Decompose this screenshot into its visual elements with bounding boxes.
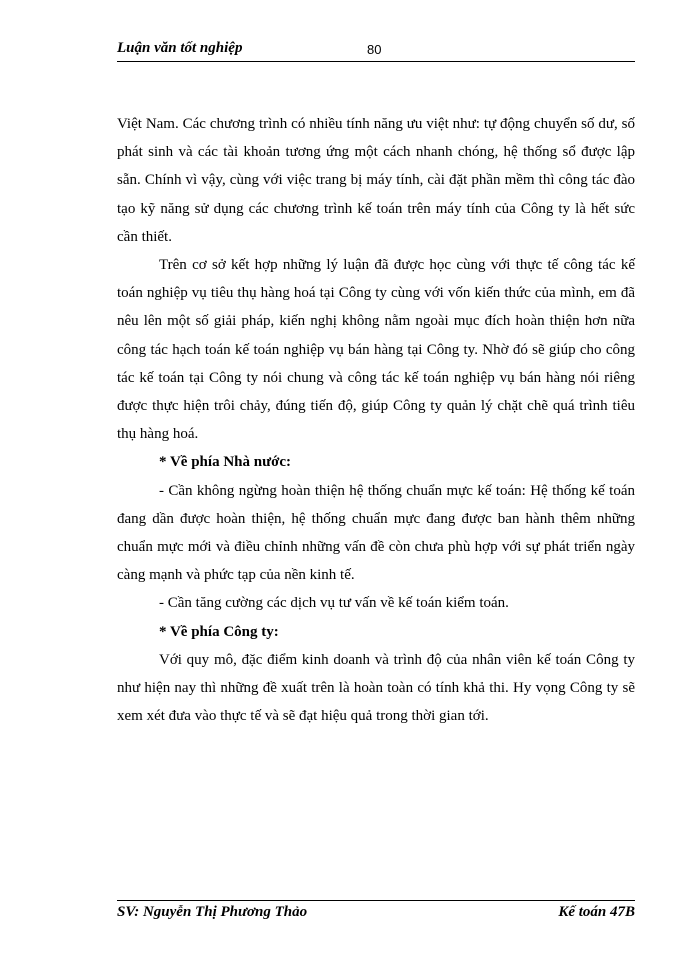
document-title: Luận văn tốt nghiệp bbox=[117, 40, 243, 56]
page-number: 80 bbox=[367, 42, 382, 57]
heading-state-side: * Về phía Nhà nước: bbox=[159, 454, 292, 471]
page-header bbox=[117, 38, 635, 62]
footer-class: Kế toán 47B bbox=[558, 904, 635, 920]
paragraph-state-standards: - Cần không ngừng hoàn thiện hệ thống chuẩn mực kế toán: Hệ thống kế toán đang dần được hoàn thiện, hệ thống chuẩn mực đang được ban hành thêm những chuẩn mực mới và điều chỉnh những vấn đề còn chưa phù hợp với sự phát triển ngày càng mạnh và phức tạp của nền kinh tế. bbox=[117, 482, 635, 584]
page-footer bbox=[117, 904, 635, 926]
paragraph-continuation: Việt Nam. Các chương trình có nhiều tính năng ưu việt như: tự động chuyển số dư, số phát sinh và các tài khoản tương ứng một cách nhanh chóng, hệ thống sổ được lập sẵn. Chính vì vậy, cùng với việc trang bị máy tính, cài đặt phần mềm thì công tác đào tạo kỹ năng sử dụng các chương trình kế toán trên máy tính của Công ty là hết sức cần thiết. bbox=[117, 116, 635, 245]
page-body bbox=[117, 110, 635, 730]
paragraph-company: Với quy mô, đặc điểm kinh doanh và trình độ của nhân viên kế toán Công ty như hiện nay thì những đề xuất trên là hoàn toàn có tính khả thi. Hy vọng Công ty sẽ xem xét đưa vào thực tế và sẽ đạt hiệu quả trong thời gian tới. bbox=[117, 651, 635, 725]
paragraph-summary: Trên cơ sở kết hợp những lý luận đã được học cùng với thực tế công tác kế toán nghiệp vụ tiêu thụ hàng hoá tại Công ty cùng với vốn kiến thức của mình, em đã nêu lên một số giải pháp, kiến nghị không nằm ngoài mục đích hoàn thiện hơn nữa công tác hạch toán kế toán nghiệp vụ bán hàng tại Công ty. Nhờ đó sẽ giúp cho công tác kế toán tại Công ty nói chung và công tác kế toán nghiệp vụ bán hàng nói riêng được thực hiện trôi chảy, đúng tiến độ, giúp Công ty quản lý chặt chẽ quá trình tiêu thụ hàng hoá. bbox=[117, 257, 635, 443]
paragraph-state-services: - Cần tăng cường các dịch vụ tư vấn về kế toán kiểm toán. bbox=[159, 595, 509, 612]
heading-company-side: * Về phía Công ty: bbox=[159, 623, 279, 640]
footer-author: SV: Nguyễn Thị Phương Thảo bbox=[117, 904, 308, 920]
footer-rule bbox=[117, 900, 635, 901]
header-rule bbox=[117, 61, 635, 62]
